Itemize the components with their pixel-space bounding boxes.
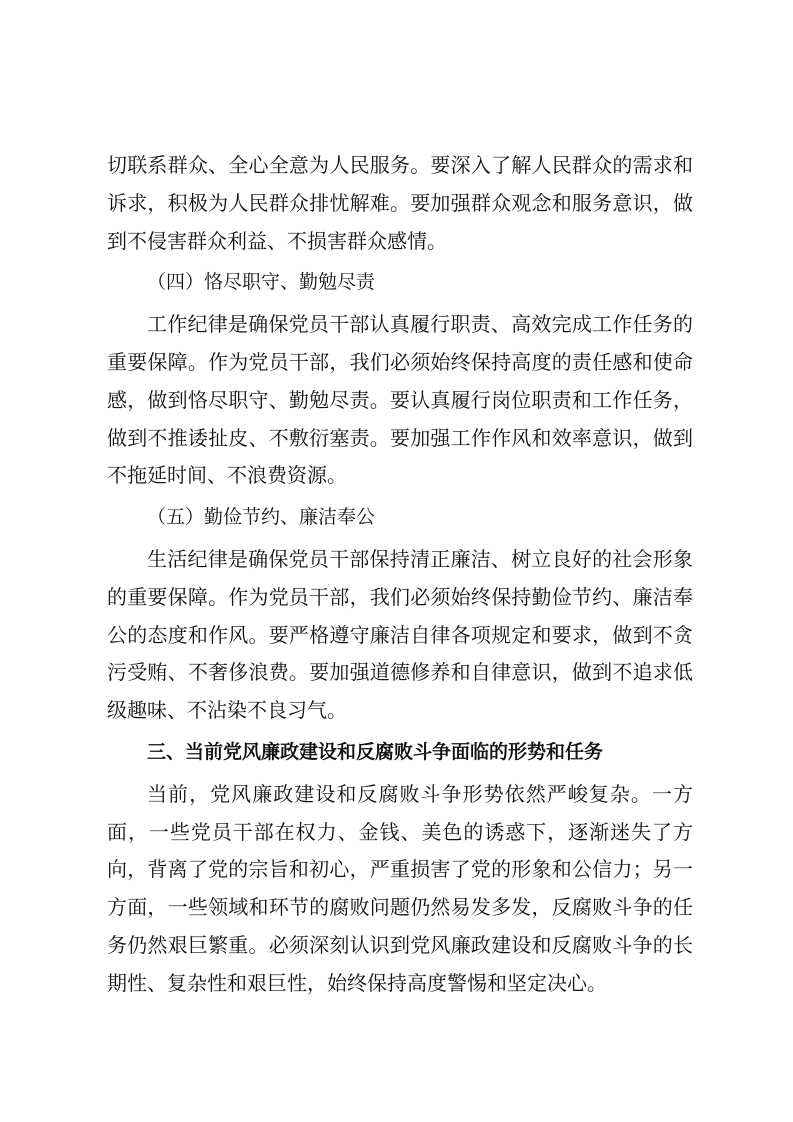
document-body [107,147,693,1003]
paragraph-life-discipline: 生活纪律是确保党员干部保持清正廉洁、树立良好的社会形象的重要保障。作为党员干部，我们必须始终保持勤俭节约、廉洁奉公的态度和作风。要严格遵守廉洁自律各项规定和要求，做到不贪污受贿、不奢侈浪费。要加强道德修养和自律意识，做到不追求低级趣味、不沾染不良习气。 [107,546,693,723]
subheading-five: （五）勤俭节约、廉洁奉公 [147,506,376,529]
paragraph-current-situation: 当前，党风廉政建设和反腐败斗争形势依然严峻复杂。一方面，一些党员干部在权力、金钱、美色的诱惑下，逐渐迷失了方向，背离了党的宗旨和初心，严重损害了党的形象和公信力；另一方面，一些领域和环节的腐败问题仍然易发多发，反腐败斗争的任务仍然艰巨繁重。必须深刻认识到党风廉政建设和反腐败斗争的长期性、复杂性和艰巨性，始终保持高度警惕和坚定决心。 [107,781,693,995]
paragraph-work-discipline: 工作纪律是确保党员干部认真履行职责、高效完成工作任务的重要保障。作为党员干部，我们必须始终保持高度的责任感和使命感，做到恪尽职守、勤勉尽责。要认真履行岗位职责和工作任务，做到不推诿扯皮、不敷衍塞责。要加强工作作风和效率意识，做到不拖延时间、不浪费资源。 [107,312,693,488]
section-three-title: 三、当前党风廉政建设和反腐败斗争面临的形势和任务 [147,740,604,763]
paragraph-continuation: 切联系群众、全心全意为人民服务。要深入了解人民群众的需求和诉求，积极为人民群众排忧解难。要加强群众观念和服务意识，做到不侵害群众利益、不损害群众感情。 [107,153,693,253]
subheading-four: （四）恪尽职守、勤勉尽责 [147,271,376,294]
